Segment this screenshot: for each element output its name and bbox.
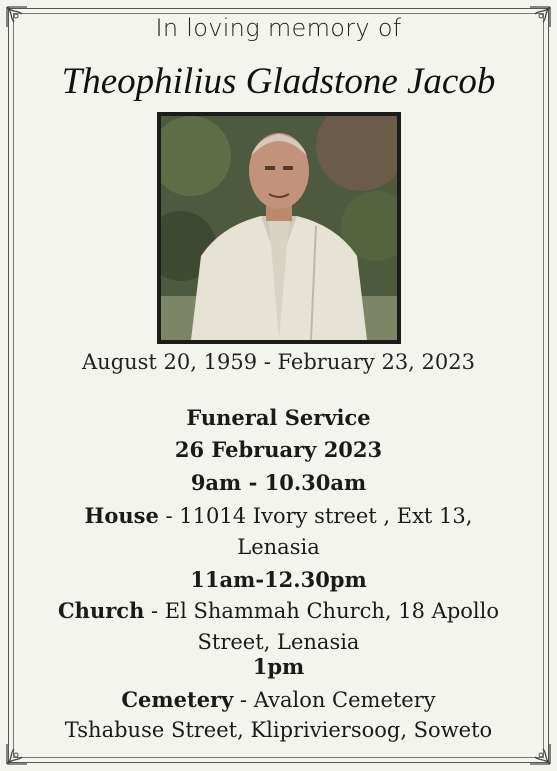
house-address-line xyxy=(0,503,557,528)
service-title: Funeral Service xyxy=(186,405,371,430)
church-address: - El Shammah Church, 18 Apollo xyxy=(144,599,500,623)
church-time: 11am-12.30pm xyxy=(190,567,367,592)
cemetery-address-line xyxy=(0,687,557,712)
intro-text: In loving memory of xyxy=(155,14,402,42)
portrait-photo xyxy=(157,112,401,344)
house-label: House xyxy=(84,503,159,528)
cemetery-time: 1pm xyxy=(252,654,305,679)
house-time: 9am - 10.30am xyxy=(190,470,367,495)
church-address-line xyxy=(0,598,557,623)
life-dates: August 20, 1959 - February 23, 2023 xyxy=(82,350,475,374)
house-address: - 11014 Ivory street , Ext 13, xyxy=(158,504,473,528)
corner-ornament-icon xyxy=(4,741,30,767)
house-address-line-2: Lenasia xyxy=(237,535,320,559)
cemetery-address: - Avalon Cemetery xyxy=(233,688,436,712)
cemetery-address-line-2: Tshabuse Street, Kliprivierso​og, Soweto xyxy=(64,718,493,742)
service-date: 26 February 2023 xyxy=(174,437,383,462)
cemetery-label: Cemetery xyxy=(121,687,234,712)
church-label: Church xyxy=(57,598,145,623)
corner-ornament-icon xyxy=(527,741,553,767)
deceased-name: Theophilius Gladstone Jacob xyxy=(61,61,496,102)
church-address-line-2: Street, Lenasia xyxy=(197,630,360,654)
